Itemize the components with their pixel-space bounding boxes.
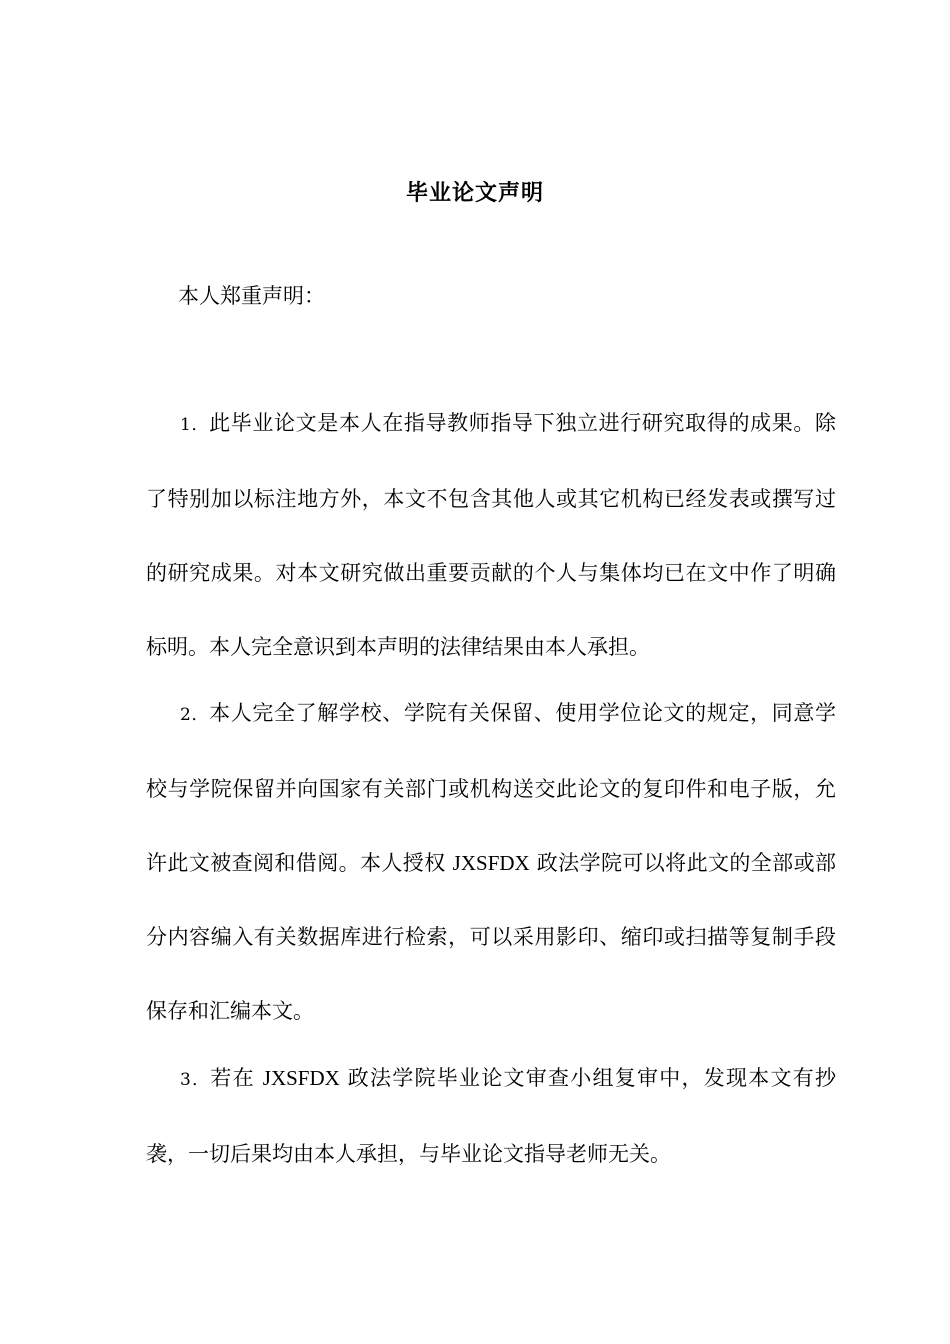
item-text: 此毕业论文是本人在指导教师指导下独立进行研究取得的成果。除了特别加以标注地方外，本文不包含其他人或其它机构已经发表或撰写过的研究成果。对本文研究做出重要贡献的个人与集体均已在文中作了明确标明。本人完全意识到本声明的法律结果由本人承担。	[146, 411, 837, 659]
item-number: 1．	[180, 415, 210, 435]
item-text: 本人完全了解学校、学院有关保留、使用学位论文的规定，同意学校与学院保留并向国家有关部门或机构送交此论文的复印件和电子版，允许此文被查阅和借阅。本人授权	[146, 701, 837, 875]
page-title: 毕业论文声明	[405, 181, 544, 206]
declaration-item-2	[146, 676, 836, 1048]
intro-statement: 本人郑重声明：	[178, 284, 325, 308]
item-number: 2．	[180, 705, 210, 725]
school-name: JXSFDX	[262, 1066, 340, 1090]
item-text: 政法学院可以将此文的全部或部分内容编入有关数据库进行检索，可以采用影印、缩印或扫描等复制手段保存和汇编本文。	[146, 851, 836, 1023]
item-text: 政法学院毕业论文审查小组复审中，发现本文有抄袭，一切后果均由本人承担，与毕业论文指导老师无关。	[146, 1066, 836, 1166]
item-text: 若在	[210, 1066, 263, 1090]
declaration-item-1	[146, 386, 836, 684]
school-name: JXSFDX	[452, 851, 530, 875]
declaration-item-3	[146, 1041, 836, 1191]
item-number: 3．	[180, 1070, 211, 1090]
